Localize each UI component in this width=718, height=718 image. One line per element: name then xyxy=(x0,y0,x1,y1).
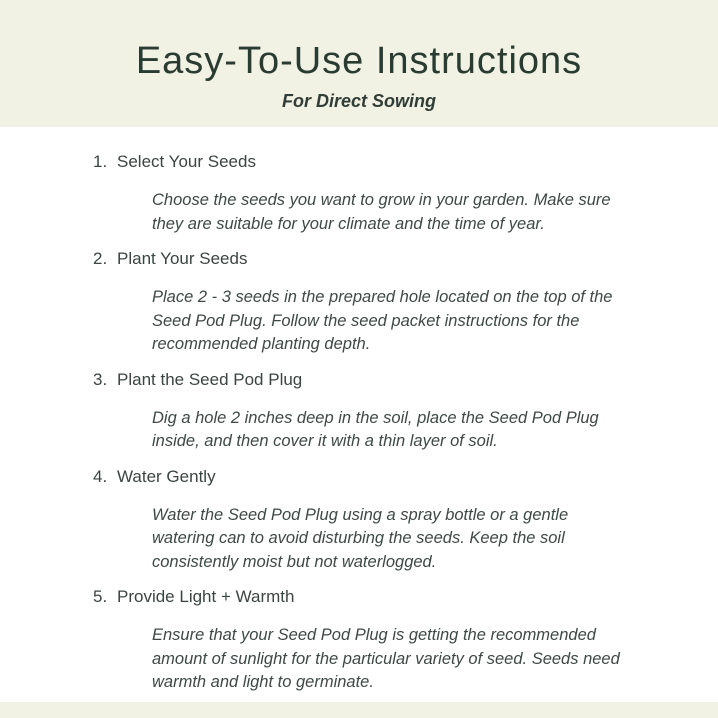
page-subtitle: For Direct Sowing xyxy=(281,91,436,111)
step-item xyxy=(93,371,678,454)
step-title: Provide Light + Warmth xyxy=(117,587,295,606)
step-description: Choose the seeds you want to grow in your garden. Make sure they are suitable for your climate and the time of year. xyxy=(152,191,611,233)
step-title-row xyxy=(93,250,678,268)
step-item xyxy=(93,468,678,575)
step-item xyxy=(93,588,678,695)
page-title: Easy-To-Use Instructions xyxy=(135,40,583,82)
step-title-row xyxy=(93,371,678,389)
step-item xyxy=(93,153,678,236)
step-description: Ensure that your Seed Pod Plug is getting the recommended amount of sunlight for the particular variety of seed. Seeds need warmth and light to germinate. xyxy=(152,626,620,691)
step-description: Dig a hole 2 inches deep in the soil, place the Seed Pod Plug inside, and then cover it with a thin layer of soil. xyxy=(152,408,599,450)
step-item xyxy=(93,250,678,357)
step-number: 4. xyxy=(93,466,108,486)
header-band xyxy=(0,0,718,127)
step-title-row xyxy=(93,153,678,171)
step-title-row xyxy=(93,588,678,606)
step-number: 3. xyxy=(93,369,108,389)
step-title: Water Gently xyxy=(117,466,216,486)
steps-list xyxy=(0,127,718,695)
step-number: 2. xyxy=(93,249,108,268)
step-description: Water the Seed Pod Plug using a spray bottle or a gentle watering can to avoid disturbing the seeds. Keep the soil consistently moist but not waterlogged. xyxy=(152,505,569,571)
step-description: Place 2 - 3 seeds in the prepared hole located on the top of the Seed Pod Plug. Follow the seed packet instructions for the recommended planting depth. xyxy=(152,288,613,353)
step-title: Plant the Seed Pod Plug xyxy=(117,369,303,389)
step-title-row xyxy=(93,468,678,486)
step-number: 5. xyxy=(93,587,108,606)
footer-band xyxy=(0,702,718,718)
step-title: Select Your Seeds xyxy=(117,152,256,171)
step-title: Plant Your Seeds xyxy=(117,249,248,268)
step-number: 1. xyxy=(93,152,108,171)
